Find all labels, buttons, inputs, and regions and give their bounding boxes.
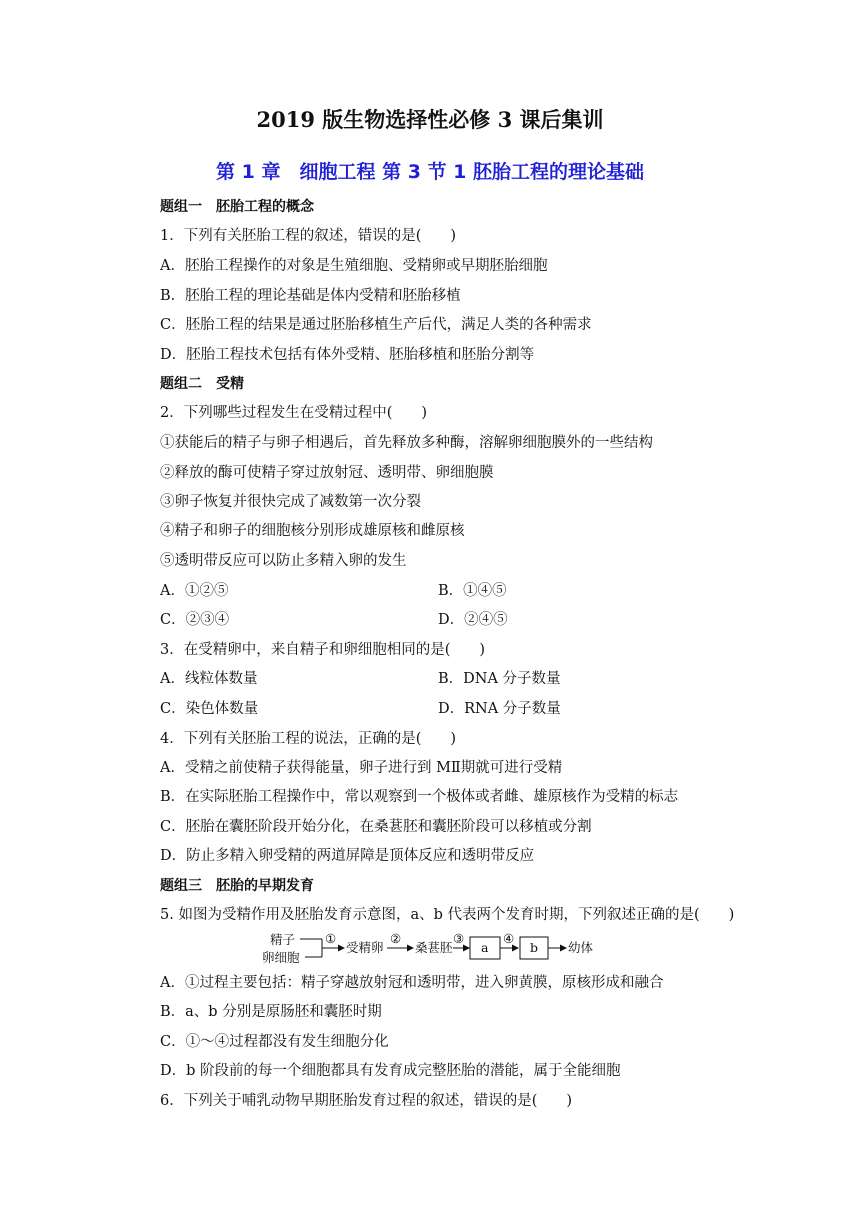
q5-option-a: A．①过程主要包括：精子穿越放射冠和透明带，进入卵黄膜，原核形成和融合 [160, 975, 664, 991]
q1-option-a: A．胚胎工程操作的对象是生殖细胞、受精卵或早期胚胎细胞 [160, 258, 548, 274]
q4-stem: 4．下列有关胚胎工程的说法，正确的是( ) [160, 731, 457, 747]
q2-statement-5: ⑤透明带反应可以防止多精入卵的发生 [160, 553, 407, 569]
chapter-subtitle: 第 1 章 细胞工程 第 3 节 1 胚胎工程的理论基础 [216, 161, 644, 183]
q4-option-c: C．胚胎在囊胚阶段开始分化，在桑葚胚和囊胚阶段可以移植或分割 [160, 819, 592, 835]
q6-stem: 6．下列关于哺乳动物早期胚胎发育过程的叙述，错误的是( ) [160, 1093, 573, 1109]
q1-option-b: B．胚胎工程的理论基础是体内受精和胚胎移植 [160, 288, 461, 304]
q4-option-d: D．防止多精入卵受精的两道屏障是顶体反应和透明带反应 [160, 848, 535, 864]
q2-stem: 2．下列哪些过程发生在受精过程中( ) [160, 405, 428, 421]
group-heading-1: 题组一 胚胎工程的概念 [160, 199, 314, 215]
q2-option-c: C．②③④ [160, 612, 230, 628]
q2-statement-2: ②释放的酶可使精子穿过放射冠、透明带、卵细胞膜 [160, 465, 494, 481]
diagram-morula-label: 桑葚胚 [415, 940, 453, 955]
q1-option-c: C．胚胎工程的结果是通过胚胎移植生产后代，满足人类的各种需求 [160, 317, 592, 333]
q2-statement-4: ④精子和卵子的细胞核分别形成雄原核和雌原核 [160, 523, 465, 539]
q2-statement-3: ③卵子恢复并很快完成了减数第一次分裂 [160, 494, 421, 510]
document-title: 2019 版生物选择性必修 3 课后集训 [256, 107, 604, 132]
q5-option-c: C．①～④过程都没有发生细胞分化 [160, 1034, 389, 1050]
q1-stem: 1．下列有关胚胎工程的叙述，错误的是( ) [160, 228, 457, 244]
diagram-box-a: a [481, 940, 489, 955]
q4-option-b: B．在实际胚胎工程操作中，常以观察到一个极体或者雌、雄原核作为受精的标志 [160, 789, 679, 805]
group-heading-2: 题组二 受精 [160, 376, 244, 392]
diagram-step-1: ① [325, 931, 337, 946]
q5-stem: 5. 如图为受精作用及胚胎发育示意图，a、b 代表两个发育时期，下列叙述正确的是( ) [160, 907, 735, 923]
q3-option-b: B．DNA 分子数量 [438, 671, 561, 687]
q2-statement-1: ①获能后的精子与卵子相遇后，首先释放多种酶，溶解卵细胞膜外的一些结构 [160, 435, 653, 451]
diagram-step-3: ③ [453, 931, 465, 946]
diagram-zygote-label: 受精卵 [346, 940, 384, 955]
fertilization-development-diagram [260, 928, 600, 970]
q5-option-d: D．b 阶段前的每一个细胞都具有发育成完整胚胎的潜能，属于全能细胞 [160, 1063, 621, 1079]
q1-option-d: D．胚胎工程技术包括有体外受精、胚胎移植和胚胎分割等 [160, 347, 535, 363]
q2-option-a: A．①②⑤ [160, 583, 229, 599]
group-heading-3: 题组三 胚胎的早期发育 [160, 878, 314, 894]
q3-stem: 3．在受精卵中，来自精子和卵细胞相同的是( ) [160, 642, 486, 658]
diagram-step-2: ② [390, 931, 402, 946]
q3-option-c: C．染色体数量 [160, 701, 259, 717]
diagram-box-b: b [530, 940, 539, 955]
q3-option-d: D．RNA 分子数量 [438, 701, 561, 717]
diagram-step-4: ④ [503, 931, 515, 946]
q2-option-d: D．②④⑤ [438, 612, 508, 628]
diagram-egg-label: 卵细胞 [262, 950, 300, 965]
diagram-young-label: 幼体 [568, 940, 594, 955]
q5-option-b: B．a、b 分别是原肠胚和囊胚时期 [160, 1004, 382, 1020]
q4-option-a: A．受精之前使精子获得能量，卵子进行到 MⅡ期就可进行受精 [160, 760, 563, 776]
q3-option-a: A．线粒体数量 [160, 671, 258, 687]
q2-option-b: B．①④⑤ [438, 583, 507, 599]
diagram-sperm-label: 精子 [270, 932, 296, 947]
